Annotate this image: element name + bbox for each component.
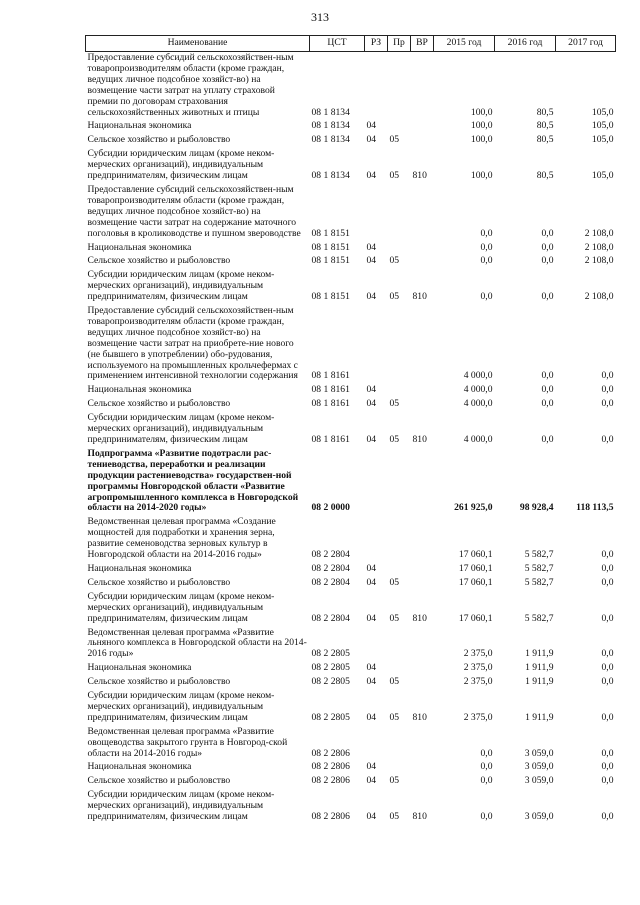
cell-2017: 0,0	[601, 761, 614, 773]
cell-cst: 08 2 2804	[311, 562, 350, 574]
cell-2016: 0,0	[541, 291, 554, 303]
cell-pr	[388, 726, 411, 762]
cell-2016: 0,0	[541, 255, 554, 267]
cell-rz	[365, 184, 388, 242]
cell-name: Национальная экономика	[87, 384, 192, 396]
cell-pr: 05	[389, 811, 400, 823]
header-2016: 2016 год	[495, 36, 556, 52]
cell-pr	[388, 120, 411, 134]
table-row	[86, 384, 616, 398]
cell-pr: 05	[389, 255, 400, 267]
cell-pr	[388, 563, 411, 577]
cell-name: Ведомственная целевая программа «Создание мощностей для подработки и хранения зерна, развитие семеноводства зерновых культур в Новгородской области на 2014-2016 годы»	[87, 516, 276, 561]
table-row	[86, 775, 616, 789]
cell-vr: 810	[412, 434, 427, 445]
cell-name: Национальная экономика	[87, 662, 192, 674]
cell-cst: 08 2 2804	[311, 612, 350, 624]
cell-name: Субсидии юридическим лицам (кроме неком-мерческих организаций), индивидуальным предпринимателям, физическим лицам	[87, 690, 275, 723]
cell-2015: 4 000,0	[463, 434, 493, 445]
table-row	[86, 726, 616, 762]
cell-2016: 0,0	[541, 434, 554, 445]
cell-rz: 04	[366, 676, 377, 688]
cell-pr: 05	[389, 612, 400, 624]
cell-2017: 2 108,0	[584, 241, 614, 253]
cell-pr: 05	[389, 576, 400, 588]
cell-2015: 0,0	[480, 241, 493, 253]
cell-vr	[411, 242, 434, 256]
table-header-row	[86, 36, 616, 52]
cell-2017: 2 108,0	[584, 291, 614, 303]
cell-2015: 100,0	[470, 106, 493, 118]
cell-2015: 100,0	[470, 170, 493, 182]
cell-rz: 04	[366, 761, 377, 773]
cell-cst: 08 2 2804	[311, 549, 350, 561]
cell-pr: 05	[389, 398, 400, 410]
cell-2017: 0,0	[601, 576, 614, 588]
cell-pr	[388, 627, 411, 663]
cell-2015: 261 925,0	[454, 502, 493, 514]
table-row	[86, 305, 616, 384]
cell-pr	[388, 516, 411, 563]
cell-2015: 2 375,0	[463, 676, 493, 688]
header-rz: РЗ	[365, 36, 388, 52]
cell-rz: 04	[366, 775, 377, 787]
cell-2015: 4 000,0	[463, 370, 493, 382]
cell-2016: 5 582,7	[524, 549, 554, 561]
cell-vr	[411, 627, 434, 663]
cell-name: Национальная экономика	[87, 120, 192, 132]
cell-vr	[411, 516, 434, 563]
cell-vr	[411, 255, 434, 269]
cell-2017: 2 108,0	[584, 255, 614, 267]
header-name: Наименование	[86, 36, 310, 52]
cell-vr	[411, 662, 434, 676]
header-2017: 2017 год	[556, 36, 616, 52]
cell-2016: 1 911,9	[525, 662, 554, 674]
table-row	[86, 242, 616, 256]
cell-cst: 08 1 8161	[311, 434, 350, 445]
table-row	[86, 563, 616, 577]
cell-vr	[411, 184, 434, 242]
cell-cst: 08 1 8134	[311, 106, 350, 118]
cell-cst: 08 1 8161	[311, 370, 350, 382]
cell-2015: 2 375,0	[463, 648, 493, 660]
cell-2016: 80,5	[536, 120, 554, 132]
cell-2015: 0,0	[480, 811, 493, 823]
cell-vr	[411, 398, 434, 412]
cell-name: Субсидии юридическим лицам (кроме неком-мерческих организаций), индивидуальным предпринимателям, физическим лицам	[87, 789, 275, 823]
cell-cst: 08 1 8134	[311, 170, 350, 182]
cell-vr: 810	[412, 612, 427, 624]
cell-rz: 04	[366, 170, 377, 182]
table-row	[86, 690, 616, 726]
header-pr: Пр	[388, 36, 411, 52]
cell-vr	[411, 305, 434, 384]
cell-name: Сельское хозяйство и рыболовство	[87, 775, 231, 787]
cell-vr	[411, 761, 434, 775]
cell-rz	[365, 305, 388, 384]
table-row	[86, 52, 616, 121]
cell-vr	[411, 134, 434, 148]
cell-rz: 04	[366, 255, 377, 267]
cell-pr: 05	[389, 134, 400, 146]
cell-vr	[411, 448, 434, 516]
cell-2016: 0,0	[541, 241, 554, 253]
cell-pr	[388, 52, 411, 121]
cell-2017: 0,0	[601, 562, 614, 574]
cell-2015: 2 375,0	[463, 711, 493, 723]
cell-rz: 04	[366, 241, 377, 253]
cell-cst: 08 1 8151	[311, 227, 350, 239]
cell-rz: 04	[366, 711, 377, 723]
table-row	[86, 577, 616, 591]
cell-name: Национальная экономика	[87, 562, 192, 574]
cell-2017: 0,0	[601, 549, 614, 561]
cell-vr	[411, 726, 434, 762]
cell-name: Субсидии юридическим лицам (кроме неком-мерческих организаций), индивидуальным предпринимателям, физическим лицам	[87, 148, 275, 182]
cell-vr	[411, 52, 434, 121]
cell-2017: 0,0	[601, 370, 614, 382]
cell-name: Сельское хозяйство и рыболовство	[87, 134, 231, 146]
cell-pr	[388, 242, 411, 256]
page-number: 313	[311, 10, 329, 24]
cell-vr: 810	[412, 170, 427, 182]
cell-rz	[365, 726, 388, 762]
table-row	[86, 789, 616, 825]
cell-name: Субсидии юридическим лицам (кроме неком-мерческих организаций), индивидуальным предпринимателям, физическим лицам	[87, 412, 275, 445]
cell-name: Предоставление субсидий сельскохозяйствен-ным товаропроизводителям области (кроме граждан, ведущих личное подсобное хозяйст-во) на возмещение части затрат на приобрете-ние нового (не бывшего в употреблении) обо-рудования, используемого на промышленных крольчефермах с применением интенсивной технологии содержания	[87, 305, 298, 382]
cell-2016: 1 911,9	[525, 711, 554, 723]
cell-2017: 0,0	[601, 775, 614, 787]
cell-cst: 08 2 0000	[311, 502, 350, 514]
cell-2016: 0,0	[541, 370, 554, 382]
table-row	[86, 412, 616, 448]
cell-name: Субсидии юридическим лицам (кроме неком-мерческих организаций), индивидуальным предпринимателям, физическим лицам	[87, 269, 275, 303]
cell-2016: 98 928,4	[519, 502, 554, 514]
table-row	[86, 761, 616, 775]
cell-2016: 5 582,7	[524, 612, 554, 624]
cell-2015: 0,0	[480, 255, 493, 267]
cell-cst: 08 1 8134	[311, 120, 350, 132]
cell-2017: 105,0	[591, 134, 614, 146]
cell-cst: 08 2 2805	[311, 676, 350, 688]
cell-2016: 80,5	[536, 170, 554, 182]
cell-name: Ведомственная целевая программа «Развитие льняного комплекса в Новгородской области на 2014-2016 годы»	[87, 626, 307, 660]
cell-rz: 04	[366, 434, 377, 445]
cell-name: Сельское хозяйство и рыболовство	[87, 576, 231, 588]
cell-rz: 04	[366, 576, 377, 588]
cell-2015: 2 375,0	[463, 662, 493, 674]
cell-cst: 08 1 8161	[311, 384, 350, 396]
cell-2016: 0,0	[541, 227, 554, 239]
cell-2017: 2 108,0	[584, 227, 614, 239]
cell-2015: 100,0	[470, 134, 493, 146]
cell-rz	[365, 627, 388, 663]
cell-2016: 3 059,0	[524, 775, 554, 787]
cell-2015: 100,0	[470, 120, 493, 132]
table-row	[86, 676, 616, 690]
table-row	[86, 148, 616, 184]
header-cst: ЦСТ	[310, 36, 365, 52]
cell-cst: 08 1 8161	[311, 398, 350, 410]
cell-2017: 0,0	[601, 676, 614, 688]
cell-2015: 4 000,0	[463, 398, 493, 410]
cell-pr: 05	[389, 170, 400, 182]
cell-vr: 810	[412, 711, 427, 723]
cell-rz	[365, 52, 388, 121]
cell-2016: 80,5	[536, 134, 554, 146]
cell-cst: 08 2 2806	[311, 761, 350, 773]
cell-cst: 08 1 8134	[311, 134, 350, 146]
cell-cst: 08 1 8151	[311, 255, 350, 267]
cell-name: Субсидии юридическим лицам (кроме неком-мерческих организаций), индивидуальным предпринимателям, физическим лицам	[87, 590, 275, 624]
cell-name: Сельское хозяйство и рыболовство	[87, 676, 231, 688]
cell-pr	[388, 184, 411, 242]
cell-2016: 80,5	[536, 106, 554, 118]
cell-pr: 05	[389, 775, 400, 787]
table-row	[86, 591, 616, 627]
cell-vr	[411, 577, 434, 591]
cell-2017: 0,0	[601, 384, 614, 396]
cell-2015: 17 060,1	[458, 562, 493, 574]
table-row	[86, 398, 616, 412]
cell-cst: 08 2 2804	[311, 576, 350, 588]
cell-2015: 17 060,1	[458, 576, 493, 588]
cell-pr	[388, 761, 411, 775]
cell-2015: 0,0	[480, 291, 493, 303]
cell-2015: 0,0	[480, 747, 493, 759]
cell-rz: 04	[366, 612, 377, 624]
cell-cst: 08 1 8151	[311, 241, 350, 253]
cell-pr	[388, 384, 411, 398]
cell-rz: 04	[366, 811, 377, 823]
cell-cst: 08 2 2806	[311, 811, 350, 823]
cell-name: Национальная экономика	[87, 241, 192, 253]
table-row	[86, 516, 616, 563]
cell-vr	[411, 676, 434, 690]
cell-cst: 08 2 2805	[311, 711, 350, 723]
table-row	[86, 134, 616, 148]
cell-2015: 4 000,0	[463, 384, 493, 396]
cell-name: Предоставление субсидий сельскохозяйствен-ным товаропроизводителям области (кроме граждан, ведущих личное подсобное хозяйст-во) на возмещение части затрат на уплату страховой премии по договорам страхования сельскохозяйственных животных и птицы	[87, 52, 294, 118]
cell-2016: 1 911,9	[525, 676, 554, 688]
cell-2016: 3 059,0	[524, 811, 554, 823]
cell-rz: 04	[366, 291, 377, 303]
cell-2015: 0,0	[480, 761, 493, 773]
cell-2015: 17 060,1	[458, 549, 493, 561]
cell-cst: 08 2 2805	[311, 648, 350, 660]
table-row	[86, 255, 616, 269]
cell-pr: 05	[389, 711, 400, 723]
cell-2016: 3 059,0	[524, 761, 554, 773]
cell-rz: 04	[366, 384, 377, 396]
cell-name: Предоставление субсидий сельскохозяйствен-ным товаропроизводителям области (кроме граждан, ведущих личное подсобное хозяйст-во) на возмещение части затрат на содержание маточного поголовья в кролиководстве и пушном звероводстве	[87, 183, 301, 239]
cell-vr	[411, 775, 434, 789]
cell-name: Ведомственная целевая программа «Развитие овощеводства закрытого грунта в Новгород-ской области на 2014-2016 годы»	[87, 725, 288, 759]
cell-name: Подпрограмма «Развитие подотрасли рас-тениеводства, переработки и реализации продукции растениеводства» государствен-ной программы Новгородской области «Развитие агропромышленного комплекса в Новгородской области на 2014-2020 годы»	[87, 447, 299, 514]
cell-cst: 08 2 2806	[311, 747, 350, 759]
table-row	[86, 184, 616, 242]
cell-pr: 05	[389, 291, 400, 303]
cell-2016: 5 582,7	[524, 562, 554, 574]
cell-rz: 04	[366, 398, 377, 410]
table-row	[86, 662, 616, 676]
cell-2017: 105,0	[591, 170, 614, 182]
cell-vr	[411, 120, 434, 134]
cell-vr: 810	[412, 291, 427, 303]
cell-rz: 04	[366, 134, 377, 146]
cell-rz	[365, 516, 388, 563]
table-row	[86, 448, 616, 516]
cell-2017: 105,0	[591, 106, 614, 118]
cell-name: Национальная экономика	[87, 761, 192, 773]
header-vr: ВР	[411, 36, 434, 52]
cell-2017: 0,0	[601, 747, 614, 759]
cell-2017: 0,0	[601, 711, 614, 723]
cell-2015: 0,0	[480, 775, 493, 787]
cell-rz: 04	[366, 562, 377, 574]
header-2015: 2015 год	[434, 36, 495, 52]
table-row	[86, 120, 616, 134]
cell-cst: 08 2 2805	[311, 662, 350, 674]
cell-name: Сельское хозяйство и рыболовство	[87, 398, 231, 410]
cell-pr	[388, 305, 411, 384]
cell-cst: 08 1 8151	[311, 291, 350, 303]
cell-rz: 04	[366, 662, 377, 674]
cell-2016: 0,0	[541, 398, 554, 410]
cell-2017: 0,0	[601, 648, 614, 660]
cell-vr	[411, 384, 434, 398]
cell-vr	[411, 563, 434, 577]
cell-2016: 3 059,0	[524, 747, 554, 759]
cell-2015: 17 060,1	[458, 612, 493, 624]
table-body	[86, 52, 616, 826]
cell-cst: 08 2 2806	[311, 775, 350, 787]
budget-table	[85, 35, 616, 825]
cell-vr: 810	[412, 811, 427, 823]
cell-pr	[388, 448, 411, 516]
table-row	[86, 269, 616, 305]
table-row	[86, 627, 616, 663]
cell-2016: 1 911,9	[525, 648, 554, 660]
cell-2017: 0,0	[601, 662, 614, 674]
cell-2015: 0,0	[480, 227, 493, 239]
cell-name: Сельское хозяйство и рыболовство	[87, 255, 231, 267]
cell-2017: 0,0	[601, 398, 614, 410]
cell-2016: 0,0	[541, 384, 554, 396]
cell-2017: 0,0	[601, 612, 614, 624]
cell-2017: 118 113,5	[576, 502, 614, 514]
cell-pr: 05	[389, 676, 400, 688]
cell-2017: 105,0	[591, 120, 614, 132]
cell-pr: 05	[389, 434, 400, 445]
cell-2016: 5 582,7	[524, 576, 554, 588]
cell-rz	[365, 448, 388, 516]
cell-rz: 04	[366, 120, 377, 132]
cell-2017: 0,0	[601, 434, 614, 445]
cell-2017: 0,0	[601, 811, 614, 823]
cell-pr	[388, 662, 411, 676]
